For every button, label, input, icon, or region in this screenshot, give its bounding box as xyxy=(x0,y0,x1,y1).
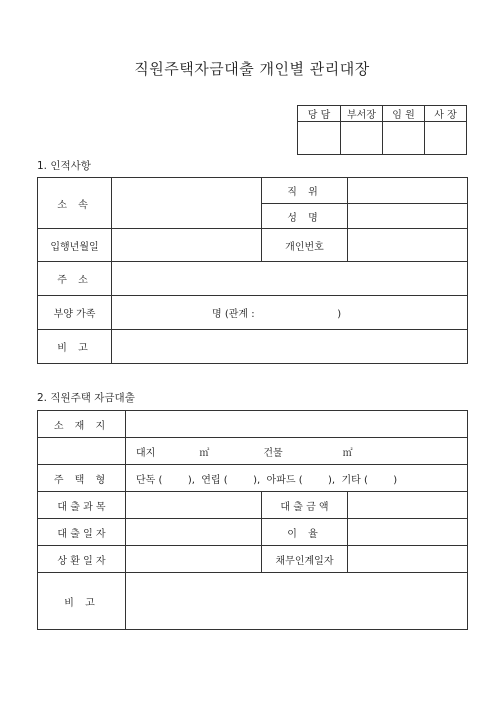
position-field[interactable] xyxy=(348,178,468,204)
join-date-label: 입행년월일 xyxy=(38,229,112,262)
approval-sign-president[interactable] xyxy=(425,122,467,155)
remarks-field[interactable] xyxy=(112,330,468,364)
house-type-field[interactable]: 단독 ( ), 연립 ( ), 아파드 ( ), 기타 ( ) xyxy=(126,465,468,492)
position-label: 직 위 xyxy=(262,178,348,204)
affiliation-label: 소 속 xyxy=(38,178,112,229)
building-label: 건물 xyxy=(263,447,283,459)
repay-date-label: 상 환 일 자 xyxy=(38,546,126,573)
loan-remarks-field[interactable] xyxy=(126,573,468,630)
loan-remarks-label: 비 고 xyxy=(38,573,126,630)
area-field[interactable] xyxy=(126,438,468,465)
section2-heading: 2. 직원주택 자금대출 xyxy=(37,392,135,404)
location-label: 소 재 지 xyxy=(38,411,126,438)
loan-date-field[interactable] xyxy=(126,519,262,546)
loan-subject-label: 대 출 과 목 xyxy=(38,492,126,519)
building-unit: ㎡ xyxy=(342,447,353,459)
approval-header-executive: 임 원 xyxy=(383,106,425,122)
name-field[interactable] xyxy=(348,204,468,229)
location-field[interactable] xyxy=(126,411,468,438)
loan-subject-field[interactable] xyxy=(126,492,262,519)
page-title: 직원주택자금대출 개인별 관리대장 xyxy=(134,60,370,78)
debtor-date-field[interactable] xyxy=(348,546,468,573)
interest-label: 이 율 xyxy=(262,519,348,546)
dependents-field[interactable]: 명 (관계 : ) xyxy=(112,296,468,330)
loan-amount-field[interactable] xyxy=(348,492,468,519)
address-label: 주 소 xyxy=(38,262,112,296)
approval-table xyxy=(297,105,467,155)
approval-header-dept-head: 부서장 xyxy=(341,106,383,122)
repay-date-field[interactable] xyxy=(126,546,262,573)
debtor-date-label: 채무인계일자 xyxy=(262,546,348,573)
section1-heading: 1. 인적사항 xyxy=(37,160,91,172)
loan-date-label: 대 출 일 자 xyxy=(38,519,126,546)
loan-table xyxy=(37,410,468,630)
approval-sign-staff[interactable] xyxy=(298,122,341,155)
name-label: 성 명 xyxy=(262,204,348,229)
house-type-label: 주 택 형 xyxy=(38,465,126,492)
personal-no-label: 개인번호 xyxy=(262,229,348,262)
address-field[interactable] xyxy=(112,262,468,296)
personal-info-table xyxy=(37,177,468,364)
location-empty-label xyxy=(38,438,126,465)
approval-sign-dept-head[interactable] xyxy=(341,122,383,155)
personal-no-field[interactable] xyxy=(348,229,468,262)
join-date-field[interactable] xyxy=(112,229,262,262)
land-label: 대지 xyxy=(136,447,156,459)
remarks-label: 비 고 xyxy=(38,330,112,364)
dependents-label: 부양 가족 xyxy=(38,296,112,330)
loan-amount-label: 대 출 금 액 xyxy=(262,492,348,519)
land-unit: ㎡ xyxy=(199,447,210,459)
interest-field[interactable] xyxy=(348,519,468,546)
approval-header-president: 사 장 xyxy=(425,106,467,122)
approval-sign-executive[interactable] xyxy=(383,122,425,155)
affiliation-field[interactable] xyxy=(112,178,262,229)
approval-header-staff: 당 담 xyxy=(298,106,341,122)
